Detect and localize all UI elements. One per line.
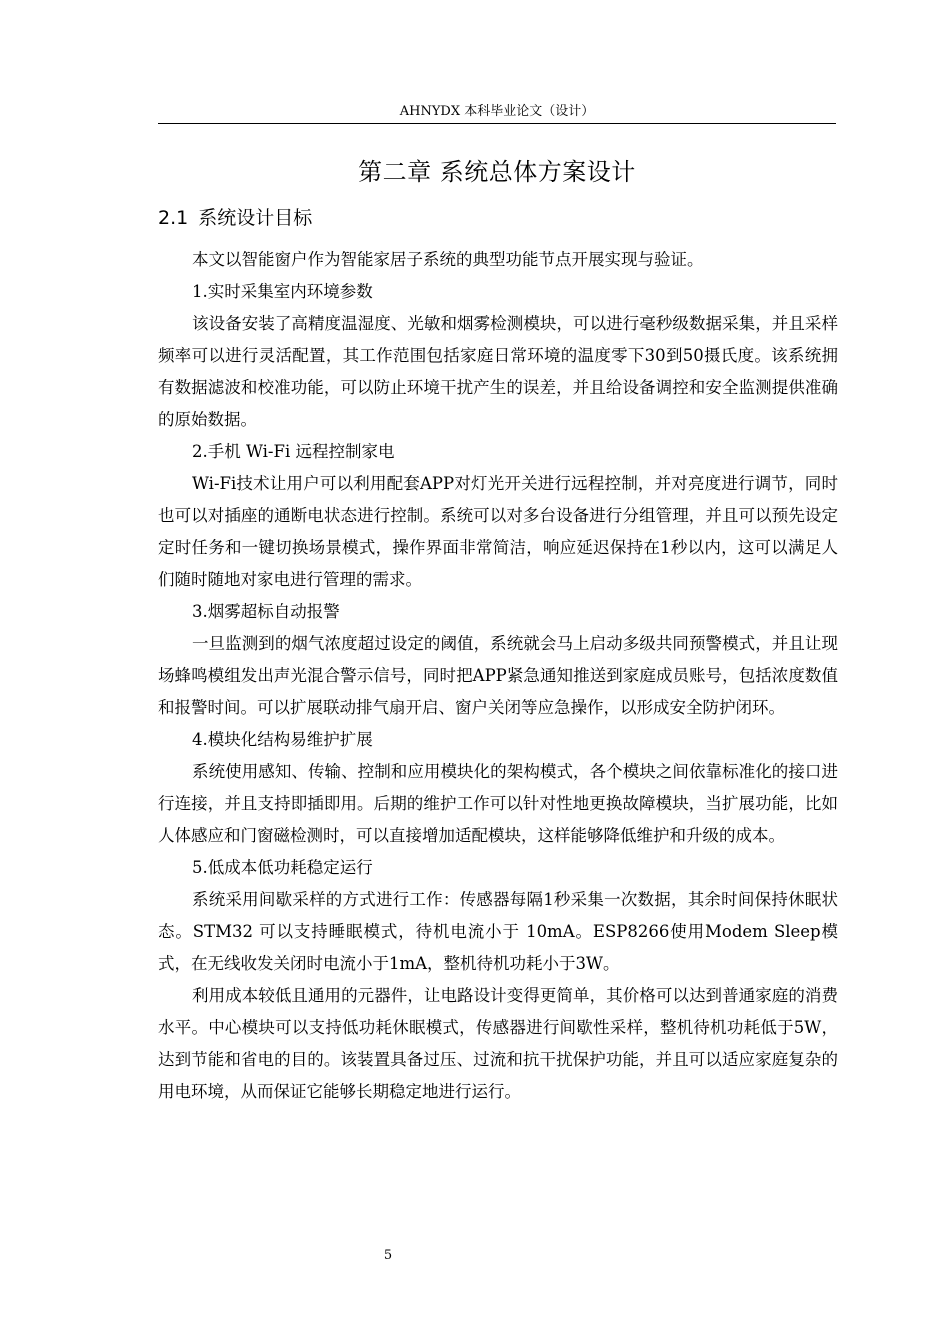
section-heading xyxy=(158,204,836,232)
goal-3-paragraph: 一旦监测到的烟气浓度超过设定的阈值，系统就会马上启动多级共同预警模式，并且让现场蜂鸣模组发出声光混合警示信号，同时把APP紧急通知推送到家庭成员账号，包括浓度数值和报警时间。可以扩展联动排气扇开启、窗户关闭等应急操作，以形成安全防护闭环。 xyxy=(158,634,838,717)
section-number: 2.1 xyxy=(158,207,189,229)
section-title-text: 系统设计目标 xyxy=(198,207,313,229)
goal-1-paragraph: 该设备安装了高精度温湿度、光敏和烟雾检测模块，可以进行毫秒级数据采集，并且采样频率可以进行灵活配置，其工作范围包括家庭日常环境的温度零下30到50摄氏度。该系统拥有数据滤波和校准功能，可以防止环境干扰产生的误差，并且给设备调控和安全监测提供准确的原始数据。 xyxy=(158,314,838,429)
running-header: AHNYDX 本科毕业论文（设计） xyxy=(399,104,595,119)
goal-3-heading: 3.烟雾超标自动报警 xyxy=(192,602,340,621)
header-rule xyxy=(158,123,836,124)
goal-4-paragraph: 系统使用感知、传输、控制和应用模块化的架构模式，各个模块之间依靠标准化的接口进行连接，并且支持即插即用。后期的维护工作可以针对性地更换故障模块，当扩展功能，比如人体感应和门窗磁检测时，可以直接增加适配模块，这样能够降低维护和升级的成本。 xyxy=(158,762,838,845)
body-text xyxy=(158,244,838,1108)
goal-2-paragraph: Wi-Fi技术让用户可以利用配套APP对灯光开关进行远程控制，并对亮度进行调节，同时也可以对插座的通断电状态进行控制。系统可以对多台设备进行分组管理，并且可以预先设定定时任务和一键切换场景模式，操作界面非常简洁，响应延迟保持在1秒以内，这可以满足人们随时随地对家电进行管理的需求。 xyxy=(158,474,838,589)
page-number: 5 xyxy=(383,1248,393,1263)
goal-5-heading: 5.低成本低功耗稳定运行 xyxy=(192,858,373,877)
intro-paragraph: 本文以智能窗户作为智能家居子系统的典型功能节点开展实现与验证。 xyxy=(192,250,704,269)
goal-2-heading: 2.手机 Wi-Fi 远程控制家电 xyxy=(192,442,395,461)
cost-paragraph: 利用成本较低且通用的元器件，让电路设计变得更简单，其价格可以达到普通家庭的消费水平。中心模块可以支持低功耗休眠模式，传感器进行间歇性采样，整机待机功耗低于5W，达到节能和省电的目的。该装置具备过压、过流和抗干扰保护功能，并且可以适应家庭复杂的用电环境，从而保证它能够长期稳定地进行运行。 xyxy=(158,986,838,1101)
goal-5-paragraph: 系统采用间歇采样的方式进行工作：传感器每隔1秒采集一次数据，其余时间保持休眠状态。STM32 可以支持睡眠模式，待机电流小于 10mA。ESP8266使用Modem Sleep模式，在无线收发关闭时电流小于1mA，整机待机功耗小于3W。 xyxy=(158,890,838,973)
goal-4-heading: 4.模块化结构易维护扩展 xyxy=(192,730,373,749)
goal-1-heading: 1.实时采集室内环境参数 xyxy=(192,282,373,301)
chapter-title: 第二章 系统总体方案设计 xyxy=(358,158,636,186)
